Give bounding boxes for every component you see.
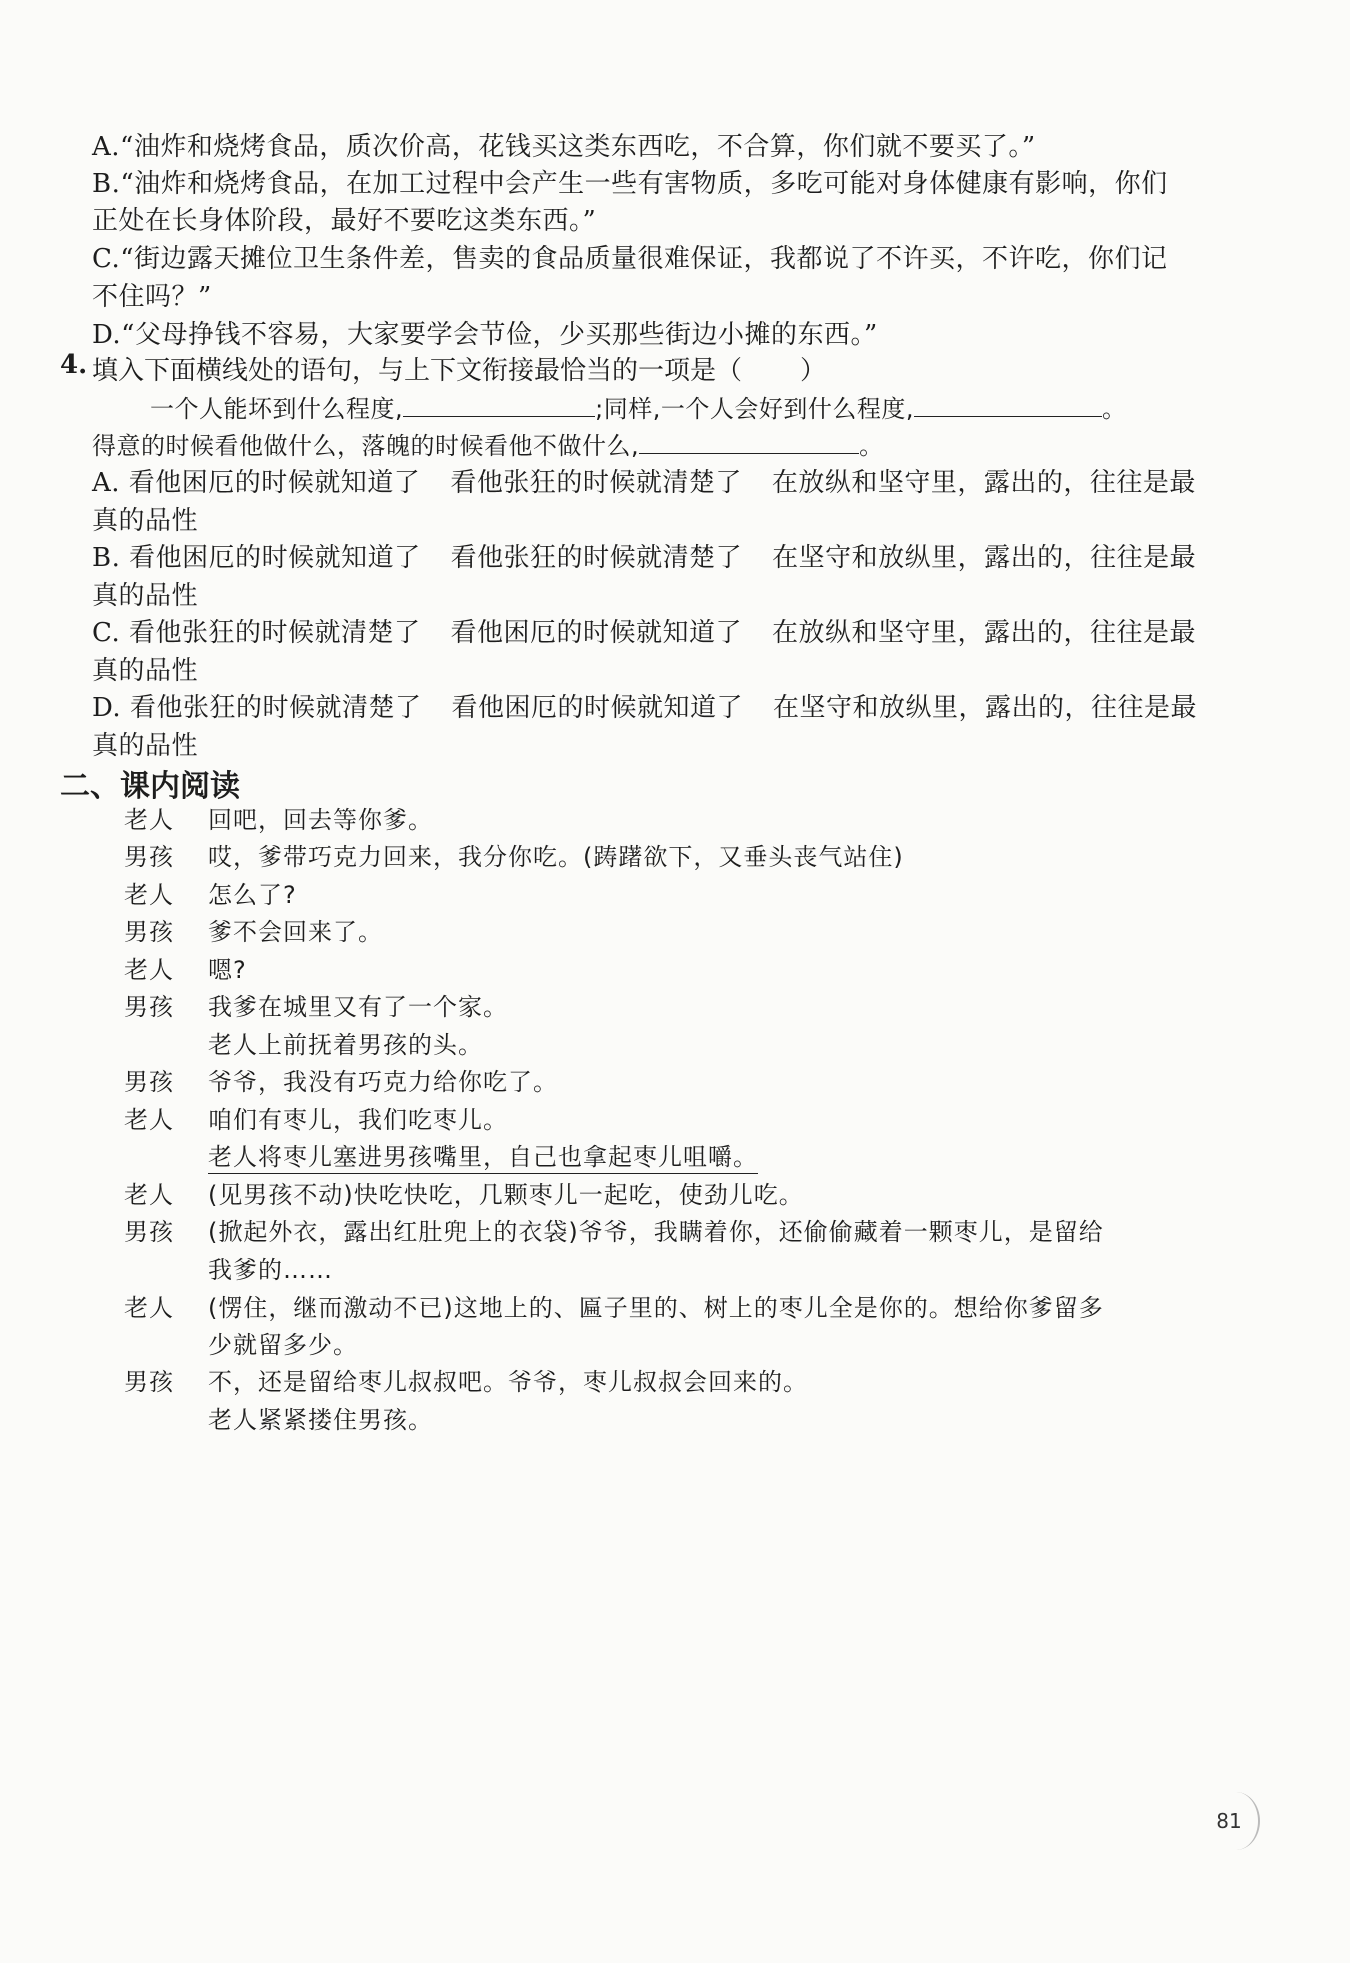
option-part: 看他困厄的时候就知道了 bbox=[450, 618, 743, 648]
dialogue-line: 怎么了? bbox=[208, 881, 297, 909]
section-title: 二、课内阅读 bbox=[60, 769, 240, 804]
speaker: 老人 bbox=[124, 806, 174, 834]
stage-direction-underlined bbox=[208, 1137, 758, 1172]
speaker: 老人 bbox=[124, 1181, 174, 1209]
dialogue-line: 咱们有枣儿，我们吃枣儿。 bbox=[208, 1106, 508, 1134]
dialogue-line: 回吧，回去等你爹。 bbox=[208, 806, 433, 834]
dialogue-line: (愣住，继而激动不已)这地上的、匾子里的、树上的枣儿全是你的。想给你爹留多 bbox=[208, 1294, 1104, 1322]
option-part: 看他困厄的时候就知道了 bbox=[451, 693, 743, 723]
q4-option-a bbox=[92, 462, 1196, 499]
speaker: 老人 bbox=[124, 1294, 174, 1322]
option-part: C. 看他张狂的时候就清楚了 bbox=[92, 618, 421, 648]
option-part: 在放纵和坚守里，露出的，往往是最 bbox=[772, 618, 1197, 648]
q4-option-d-cont: 真的品性 bbox=[92, 731, 199, 761]
speaker: 男孩 bbox=[124, 1068, 174, 1096]
dialogue-line: 爷爷，我没有巧克力给你吃了。 bbox=[208, 1068, 558, 1096]
dialogue-line: (掀起外衣，露出红肚兜上的衣袋)爷爷，我瞒着你，还偷偷藏着一颗枣儿，是留给 bbox=[208, 1218, 1104, 1246]
dialogue-line: 爹不会回来了。 bbox=[208, 918, 383, 946]
speaker: 老人 bbox=[124, 1106, 174, 1134]
speaker: 老人 bbox=[124, 881, 174, 909]
dialogue-line-cont: 少就留多少。 bbox=[208, 1331, 358, 1359]
fill-blank-1[interactable] bbox=[403, 396, 595, 417]
option-part: 在放纵和坚守里，露出的，往往是最 bbox=[771, 468, 1196, 498]
q4-option-a-cont: 真的品性 bbox=[92, 506, 199, 536]
dialogue-line-cont: 我爹的…… bbox=[208, 1256, 333, 1284]
passage-line-2 bbox=[92, 426, 884, 461]
option-part: D. 看他张狂的时候就清楚了 bbox=[92, 693, 422, 723]
q4-option-b bbox=[92, 537, 1196, 574]
page-number: 81 bbox=[1216, 1809, 1242, 1833]
underlined-sentence: 老人将枣儿塞进男孩嘴里，自己也拿起枣儿咀嚼。 bbox=[208, 1143, 758, 1174]
passage-line-1 bbox=[150, 389, 1126, 424]
q4-option-d bbox=[92, 687, 1197, 724]
q4-option-b-cont: 真的品性 bbox=[92, 581, 199, 611]
q3-option-c-cont: 不住吗？” bbox=[92, 282, 212, 312]
dialogue-line: 嗯? bbox=[208, 956, 247, 984]
dialogue-line: (见男孩不动)快吃快吃，几颗枣儿一起吃，使劲儿吃。 bbox=[208, 1181, 804, 1209]
q4-option-c bbox=[92, 612, 1196, 649]
fill-blank-2[interactable] bbox=[914, 396, 1102, 417]
dialogue-line: 我爹在城里又有了一个家。 bbox=[208, 993, 508, 1021]
option-part: 在坚守和放纵里，露出的，往往是最 bbox=[772, 543, 1197, 573]
option-part: 看他张狂的时候就清楚了 bbox=[450, 468, 742, 498]
dialogue-line: 不，还是留给枣儿叔叔吧。爷爷，枣儿叔叔会回来的。 bbox=[208, 1368, 808, 1396]
option-part: 在坚守和放纵里，露出的，往往是最 bbox=[772, 693, 1197, 723]
speaker: 男孩 bbox=[124, 843, 174, 871]
passage-text: 。 bbox=[859, 432, 884, 460]
speaker: 男孩 bbox=[124, 993, 174, 1021]
option-part: A. 看他困厄的时候就知道了 bbox=[92, 468, 421, 498]
passage-text: 一个人能坏到什么程度, bbox=[150, 395, 404, 423]
stage-direction: 老人上前抚着男孩的头。 bbox=[208, 1031, 483, 1059]
fill-blank-3[interactable] bbox=[639, 433, 859, 454]
question-stem bbox=[92, 350, 826, 387]
option-part: B. 看他困厄的时候就知道了 bbox=[92, 543, 421, 573]
question-stem-text: 填入下面横线处的语句，与上下文衔接最恰当的一项是（ bbox=[92, 356, 743, 386]
speaker: 男孩 bbox=[124, 918, 174, 946]
passage-text: ;同样,一个人会好到什么程度, bbox=[595, 395, 914, 423]
q3-option-b-cont: 正处在长身体阶段，最好不要吃这类东西。” bbox=[92, 206, 597, 236]
speaker: 男孩 bbox=[124, 1218, 174, 1246]
q3-option-d: D.“父母挣钱不容易，大家要学会节俭，少买那些街边小摊的东西。” bbox=[92, 320, 878, 350]
dialogue-line: 哎，爹带巧克力回来，我分你吃。(踌躇欲下，又垂头丧气站住) bbox=[208, 843, 904, 871]
passage-text: 。 bbox=[1101, 395, 1127, 423]
q4-option-c-cont: 真的品性 bbox=[92, 656, 199, 686]
option-part: 看他张狂的时候就清楚了 bbox=[450, 543, 743, 573]
stage-direction: 老人紧紧搂住男孩。 bbox=[208, 1406, 433, 1434]
q3-option-c: C.“街边露天摊位卫生条件差，售卖的食品质量很难保证，我都说了不许买，不许吃，你们记 bbox=[92, 244, 1168, 274]
q3-option-b: B.“油炸和烧烤食品，在加工过程中会产生一些有害物质，多吃可能对身体健康有影响，你们 bbox=[92, 169, 1168, 199]
question-number: 4. bbox=[60, 350, 88, 380]
speaker: 老人 bbox=[124, 956, 174, 984]
question-stem-close: ） bbox=[800, 356, 827, 386]
speaker: 男孩 bbox=[124, 1368, 174, 1396]
passage-text: 得意的时候看他做什么，落魄的时候看他不做什么, bbox=[92, 432, 640, 460]
q3-option-a: A.“油炸和烧烤食品，质次价高，花钱买这类东西吃，不合算，你们就不要买了。” bbox=[92, 132, 1036, 162]
